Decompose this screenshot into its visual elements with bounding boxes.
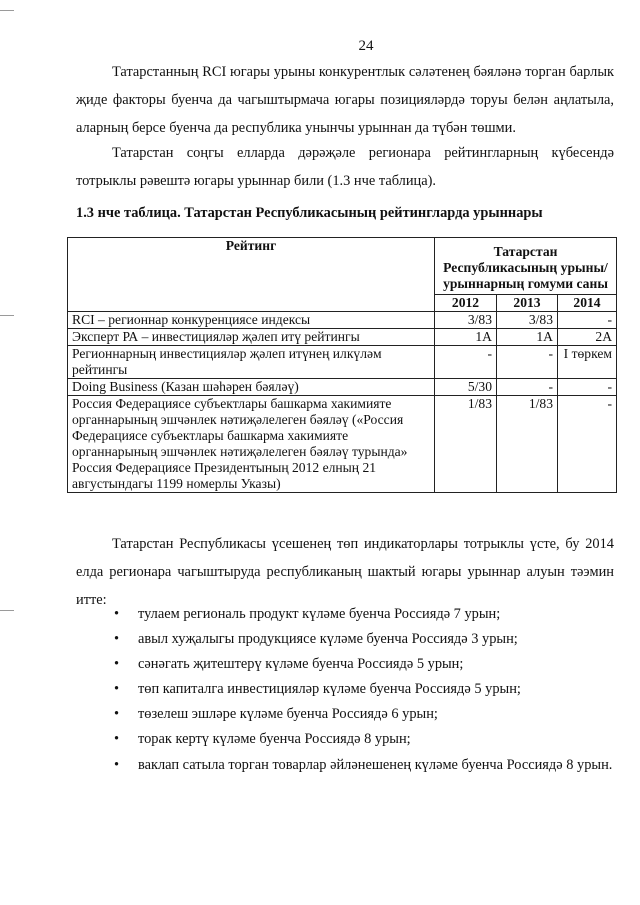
list-item-text: сәнәгать җитештерү күләме буенча Россиядә 5 урын; — [138, 656, 464, 672]
list-item-text: төп капиталга инвестицияләр күләме буенча Россиядә 5 урын; — [138, 681, 521, 697]
header-year: 2014 — [558, 295, 617, 312]
rating-name: Эксперт РА – инвестицияләр җәлеп итү рейтингы — [68, 329, 435, 346]
paragraph-ratings: Татарстан соңгы елларда дәрәҗәле регионара рейтингларның күбесендә тотрыклы рәвештә югары урыннар били (1.3 нче таблица). — [76, 145, 614, 189]
header-rating: Рейтинг — [68, 238, 435, 312]
value-2012: 3/83 — [435, 312, 497, 329]
achievements-list — [114, 602, 616, 780]
value-2012: 1А — [435, 329, 497, 346]
list-item — [114, 627, 616, 651]
table-title: 1.3 нче таблица. Татарстан Республикасының рейтингларда урыннары — [76, 205, 543, 221]
list-item — [114, 752, 616, 779]
list-item — [114, 652, 616, 676]
bullet-dot: • — [114, 656, 120, 672]
value-2013: 3/83 — [497, 312, 558, 329]
page-number: 24 — [358, 38, 374, 54]
rating-name: Россия Федерациясе субъектлары башкарма хакимияте органнарының эшчәнлек нәтиҗәлелеген бәяләү («Россия Федерациясе субъектлары башкарма хакимияте органнарының эшчәнлек нәтиҗәлелеген бәяләү турында» Россия Федерациясе Президентының 2012 елның 21 августындагы 1199 номерлы Указы) — [68, 396, 435, 493]
rating-name: Регионнарның инвестицияләр җәлеп итүнең илкүләм рейтингы — [68, 346, 435, 379]
value-2012: 1/83 — [435, 396, 497, 493]
rating-name: Doing Business (Казан шәһәрен бәяләү) — [68, 379, 435, 396]
table-row — [68, 379, 617, 396]
list-item-text: төзелеш эшләре күләме буенча Россиядә 6 урын; — [138, 706, 438, 722]
list-item-text: тулаем региональ продукт күләме буенча Россиядә 7 урын; — [138, 606, 501, 622]
table-row — [68, 312, 617, 329]
header-places: Татарстан Республикасының урыны/урыннарның гомуми саны — [435, 238, 617, 295]
list-item-text: ваклап сатыла торган товарлар әйләнешенең күләме буенча Россиядә 8 урын. — [138, 757, 613, 773]
value-2014: I төркем — [558, 346, 617, 379]
value-2013: - — [497, 379, 558, 396]
value-2013: 1А — [497, 329, 558, 346]
list-item — [114, 727, 616, 751]
value-2014: - — [558, 379, 617, 396]
bullet-dot: • — [114, 631, 120, 647]
table-header-row — [68, 238, 617, 295]
table-row — [68, 396, 617, 493]
list-item-text: торак кертү күләме буенча Россиядә 8 урын; — [138, 731, 411, 747]
scan-margin-mark — [0, 10, 14, 11]
rating-name: RCI – регионнар конкуренциясе индексы — [68, 312, 435, 329]
bullet-dot: • — [114, 606, 120, 622]
bullet-dot: • — [114, 681, 120, 697]
value-2012: - — [435, 346, 497, 379]
scan-margin-mark — [0, 610, 14, 611]
bullet-dot: • — [114, 731, 120, 747]
list-item-text: авыл хуҗалыгы продукциясе күләме буенча Россиядә 3 урын; — [138, 631, 518, 647]
bullet-dot: • — [114, 706, 120, 722]
paragraph-indicators: Татарстан Республикасы үсешенең төп индикаторлары тотрыклы үсте, бу 2014 елда регионара чагыштыруда республиканың шактый югары урыннар алуын тәэмин итте: — [76, 536, 614, 608]
value-2014: - — [558, 396, 617, 493]
value-2014: - — [558, 312, 617, 329]
list-item — [114, 602, 616, 626]
table-row — [68, 346, 617, 379]
table-row — [68, 329, 617, 346]
header-year: 2013 — [497, 295, 558, 312]
bullet-dot: • — [114, 757, 120, 773]
ratings-table — [67, 237, 617, 493]
value-2014: 2А — [558, 329, 617, 346]
value-2013: - — [497, 346, 558, 379]
scan-margin-mark — [0, 315, 14, 316]
value-2013: 1/83 — [497, 396, 558, 493]
header-year: 2012 — [435, 295, 497, 312]
paragraph-rci: Татарстанның RCI югары урыны конкурентлык сәләтенең бәяләнә торган барлык җиде факторы буенча да чагыштырмача югары позицияләрдә торуы белән аңлатыла, аларның берсе буенча да республика унынчы урыннан да түбән төшми. — [76, 64, 614, 136]
list-item — [114, 702, 616, 726]
value-2012: 5/30 — [435, 379, 497, 396]
list-item — [114, 677, 616, 701]
